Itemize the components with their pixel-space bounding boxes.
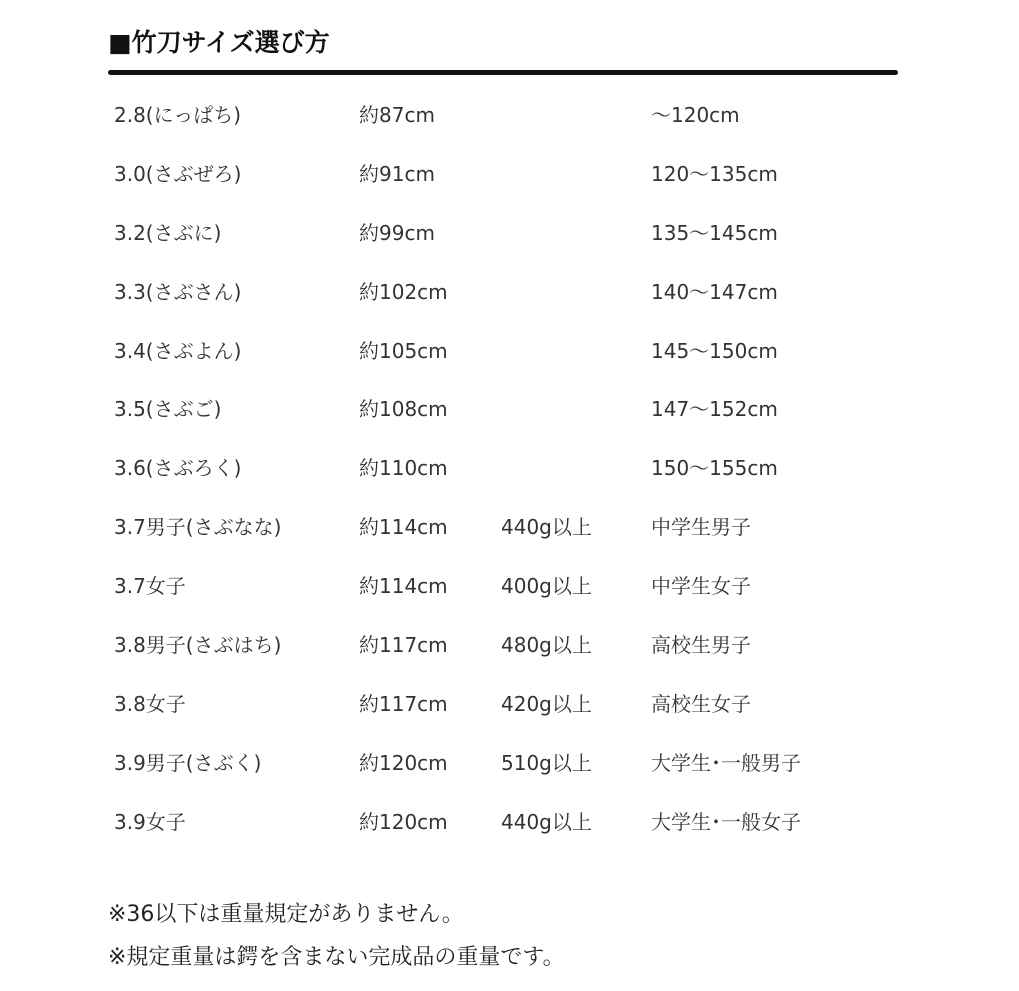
weight-cell: 420g以上 (501, 691, 592, 716)
size-name-cell: 3.9男子(さぶく) (114, 750, 262, 775)
weight-cell: 440g以上 (501, 809, 592, 834)
length-cell: 約91cm (359, 161, 435, 186)
size-name-cell: 3.0(さぶぜろ) (114, 161, 242, 186)
table-row (114, 202, 911, 261)
size-name-cell: 3.8男子(さぶはち) (114, 632, 282, 657)
size-name-cell: 3.7女子 (114, 574, 186, 599)
shinai-size-table (114, 84, 911, 850)
length-cell: 約102cm (359, 279, 448, 304)
table-row (114, 261, 911, 320)
length-cell: 約105cm (359, 338, 448, 363)
size-name-cell: 3.6(さぶろく) (114, 456, 242, 481)
length-cell: 約87cm (359, 102, 435, 127)
note-weight-definition: ※規定重量は鍔を含まない完成品の重量です。 (108, 945, 565, 970)
length-cell: 約99cm (359, 220, 435, 245)
table-row (114, 84, 911, 143)
length-cell: 約114cm (359, 515, 448, 540)
table-row (114, 732, 911, 791)
length-cell: 約114cm (359, 574, 448, 599)
length-cell: 約117cm (359, 691, 448, 716)
size-name-cell: 3.9女子 (114, 809, 186, 834)
weight-cell (501, 202, 651, 261)
table-row (114, 791, 911, 850)
length-cell: 約120cm (359, 809, 448, 834)
length-cell: 約108cm (359, 397, 448, 422)
weight-cell (501, 437, 651, 496)
length-cell: 約110cm (359, 456, 448, 481)
target-cell: 大学生･一般男子 (651, 750, 801, 775)
size-name-cell: 3.5(さぶご) (114, 397, 222, 422)
weight-cell (501, 378, 651, 437)
title-underline (108, 70, 898, 75)
table-row (114, 378, 911, 437)
length-cell: 約120cm (359, 750, 448, 775)
target-cell: 高校生男子 (651, 632, 751, 657)
target-cell: 135～145cm (651, 220, 778, 245)
weight-cell: 440g以上 (501, 515, 592, 540)
target-cell: 大学生･一般女子 (651, 809, 801, 834)
target-cell: ～120cm (651, 102, 740, 127)
table-row (114, 320, 911, 379)
weight-cell (501, 261, 651, 320)
target-cell: 中学生男子 (651, 515, 751, 540)
note-weight-rule: ※36以下は重量規定がありません。 (108, 902, 464, 927)
size-name-cell: 3.7男子(さぶなな) (114, 515, 282, 540)
length-cell: 約117cm (359, 632, 448, 657)
size-name-cell: 3.3(さぶさん) (114, 279, 242, 304)
weight-cell: 510g以上 (501, 750, 592, 775)
size-name-cell: 3.4(さぶよん) (114, 338, 242, 363)
size-name-cell: 2.8(にっぱち) (114, 102, 242, 127)
target-cell: 147～152cm (651, 397, 778, 422)
weight-cell (501, 143, 651, 202)
size-name-cell: 3.8女子 (114, 691, 186, 716)
weight-cell: 480g以上 (501, 632, 592, 657)
target-cell: 中学生女子 (651, 574, 751, 599)
target-cell: 150～155cm (651, 456, 778, 481)
target-cell: 120～135cm (651, 161, 778, 186)
size-table-body (114, 84, 911, 850)
target-cell: 高校生女子 (651, 691, 751, 716)
table-row (114, 143, 911, 202)
size-name-cell: 3.2(さぶに) (114, 220, 222, 245)
weight-cell: 400g以上 (501, 574, 592, 599)
weight-cell (501, 320, 651, 379)
weight-cell (501, 84, 651, 143)
table-row (114, 437, 911, 496)
target-cell: 140～147cm (651, 279, 778, 304)
notes-section (108, 893, 565, 979)
page-title: ■竹刀サイズ選び方 (108, 28, 330, 57)
table-row (114, 673, 911, 732)
table-row (114, 496, 911, 555)
target-cell: 145～150cm (651, 338, 778, 363)
table-row (114, 614, 911, 673)
table-row (114, 555, 911, 614)
